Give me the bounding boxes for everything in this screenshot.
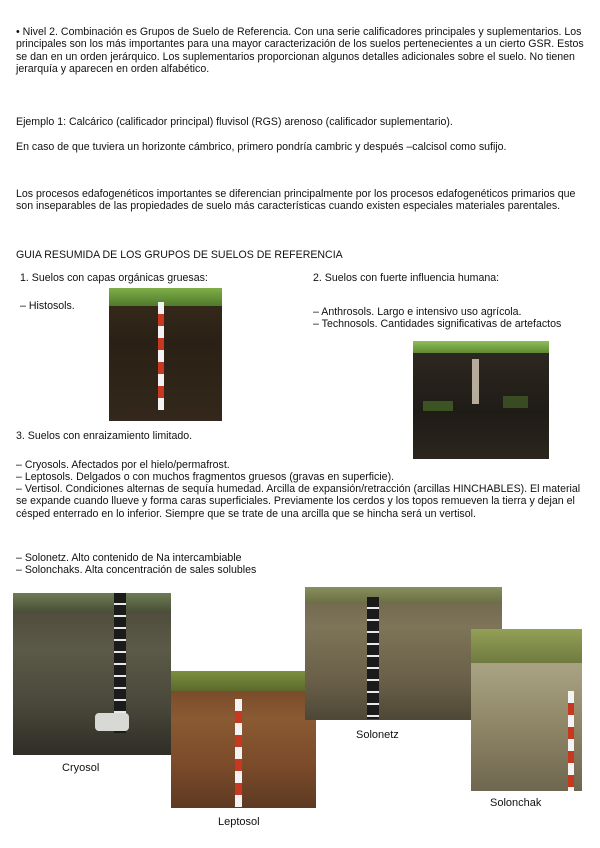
solonetz-item: – Solonetz. Alto contenido de Na intercambiable [16,552,242,564]
measuring-tape [235,699,242,807]
cambric-note-paragraph: En caso de que tuviera un horizonte cámbrico, primero pondría cambric y después –calcisol como sufijo. [16,141,507,153]
section-3-heading: 3. Suelos con enraizamiento limitado. [16,430,193,442]
solonchak-photo [471,629,582,791]
cryosol-caption: Cryosol [62,762,100,774]
measuring-tape [367,597,379,719]
histosols-item: – Histosols. [20,300,75,312]
leptosol-caption: Leptosol [218,816,260,828]
measuring-tape [158,302,164,410]
technosols-item: – Technosols. Cantidades significativas de artefactos [313,318,562,330]
solonetz-caption: Solonetz [356,729,399,741]
leptosol-photo [171,671,316,808]
measuring-tape [114,593,126,733]
technosol-photo [413,341,549,459]
guide-title: GUIA RESUMIDA DE LOS GRUPOS DE SUELOS DE REFERENCIA [16,249,343,261]
stake [472,359,479,404]
anthrosols-item: – Anthrosols. Largo e intensivo uso agrícola. [313,306,522,318]
solonchak-caption: Solonchak [490,797,542,809]
cryosols-item: – Cryosols. Afectados por el hielo/permafrost. [16,459,230,471]
leptosols-item: – Leptosols. Delgados o con muchos fragmentos gruesos (gravas en superficie). [16,471,395,483]
example-paragraph: Ejemplo 1: Calcárico (calificador principal) fluvisol (RGS) arenoso (calificador suplementario). [16,116,453,128]
measuring-tape [568,691,574,791]
solonchaks-item: – Solonchaks. Alta concentración de sales solubles [16,564,257,576]
processes-paragraph: Los procesos edafogenéticos importantes se diferencian principalmente por los procesos edafogenéticos primarios que son inseparables de las propiedades de suelo más características cuando existen especiales materiales parentales. [16,188,576,213]
intro-paragraph-1: • Nivel 2. Combinación es Grupos de Suelo de Referencia. Con una serie calificadores principales y suplementarios. Los principales son los más importantes para una mayor caracterización de los suelos pertenecientes a un cierto GSR. Estos se dan en un orden jerárquico. Los suplementarios proporcionan algunos detalles adicionales sobre el suelo. No tienen jerarquía y aparecen en orden alfabético. [16,26,584,76]
cryosol-photo [13,593,171,755]
histosol-photo [109,288,222,421]
vertisol-item: – Vertisol. Condiciones alternas de sequía humedad. Arcilla de expansión/retracción (arcillas HINCHABLES). El material se expande cuando llueve y forma caras superficiales. Previamente los cerdos y los topos remueven la tierra y dejan el césped enterrado en lo inferior. Siempre que se trate de una arcilla que se hincha será un vertisol. [16,483,581,520]
section-2-heading: 2. Suelos con fuerte influencia humana: [313,272,500,284]
section-1-heading: 1. Suelos con capas orgánicas gruesas: [20,272,208,284]
